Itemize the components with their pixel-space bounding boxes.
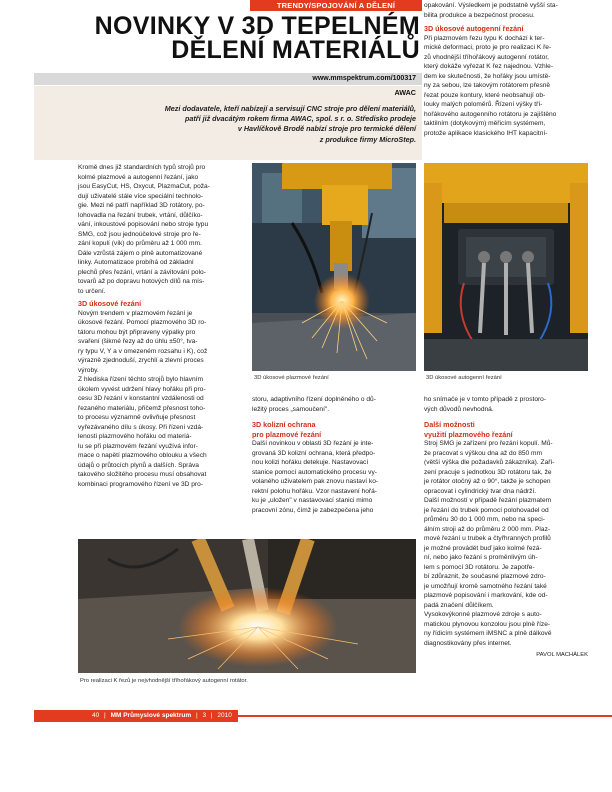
text-line: zání kopulí (vík) do průměru až 1 000 mm. <box>78 240 202 247</box>
subhead-other-2: využití plazmového řezání <box>424 429 513 439</box>
text-line: ry typu V, Y a v omezeném rozsahu i K), což <box>78 347 208 355</box>
text-line: výroby. <box>78 366 99 374</box>
text-line: Novým trendem v plazmovém řezání je <box>78 309 193 317</box>
lead-line: Mezi dodavatele, kteří nabízejí a servisují CNC stroje pro dělení materiálů, <box>164 104 416 113</box>
text-line: ho snímače je v tomto případě z prostoro- <box>424 396 547 403</box>
stability-paragraph <box>424 1 588 20</box>
text-line: kolmé plazmové a autogenní řezání, jako <box>78 173 199 181</box>
year: 2010 <box>217 712 232 719</box>
text-line: Kromě dnes již standardních typů strojů pro <box>78 164 206 171</box>
text-line: opracovat i cylindrický tvar dna nádrží. <box>424 487 537 495</box>
text-line: plazmové popisování i markování, kde od- <box>424 592 548 599</box>
text-line: protože aplikace klasického IHT kapacitní- <box>424 129 548 137</box>
text-line: vyřezávaného dílu s úkosy. Při řízení vzdá- <box>78 423 204 431</box>
section-tag: TRENDY/SPOJOVÁNÍ A DĚLENÍ <box>250 0 422 11</box>
text-line: matickou plynovou konzolou jsou plně říze- <box>424 620 551 628</box>
text-line: dují uživatelé stále více speciální technolo- <box>78 192 203 200</box>
text-line: to určení. <box>78 287 106 295</box>
column-2 <box>252 395 416 515</box>
text-line: stanice pomocí automatického procesu vy- <box>252 468 377 476</box>
text-line: je možné provádět buď jako kolmé řezá- <box>424 544 542 552</box>
company-name: AWAC <box>394 88 416 97</box>
subhead-collision-2: pro plazmové řezání <box>252 429 322 439</box>
text-line: álním stroji až do průměru 2 000 mm. Plaz- <box>424 525 551 533</box>
text-line: louky malých poloměrů. Řízení výšky tří- <box>424 101 543 108</box>
text-line: bí zdůraznit, že současné plazmové zdro- <box>424 573 546 580</box>
text-line: grovaná 3D kolizní ochrana, která předpo- <box>252 449 376 457</box>
text-line: je umožňují kromě samotného řezání také <box>424 582 547 590</box>
adaptive-paragraph <box>252 395 416 414</box>
text-line: pracovní zónu, čímž je zabezpečena jeho <box>252 506 374 514</box>
text-line: Stroj SMG je zařízení pro řezání kopulí. Mů- <box>424 440 553 447</box>
text-line: gie. Mezi ně patří například 3D rotátory, po- <box>78 202 205 209</box>
text-line: řezaného materiálu, přičemž přesnost toho- <box>78 404 206 412</box>
text-line: mické deformaci, proto je pro realizaci K ře- <box>424 44 552 51</box>
text-line: lohovadla na řezání trubek, vrtání, důlčíko- <box>78 211 203 219</box>
text-line: Další novinkou v oblasti 3D řezání je inte- <box>252 440 374 447</box>
issue-number: 3 <box>202 712 207 719</box>
column-3-top <box>424 1 588 138</box>
text-line: mové řezání u trubek a čtyřhranných profilů <box>424 535 551 542</box>
title-line-2: DĚLENÍ MATERIÁLŮ <box>171 36 420 64</box>
author: PAVOL MACHÁLEK <box>536 652 588 658</box>
lead-line: z produkce firmy MicroStep. <box>319 134 416 144</box>
lead-line: patří již dvacátým rokem firma AWAC, spol. s r. o. Středisko prodeje <box>185 114 416 124</box>
text-line: takového složitého procesu musí obsahovat <box>78 471 207 478</box>
text-line: vých důvodů nevhodná. <box>424 405 494 413</box>
subhead-autogenous: 3D úkosové autogenní řezání <box>424 24 524 33</box>
footer-rule <box>238 715 612 717</box>
column-3-bottom <box>424 395 588 661</box>
text-line: jsou EasyCut, HS, Oxycut, PlazmaCut, poža- <box>78 183 210 190</box>
journal-name: MM Průmyslové spektrum <box>110 712 192 719</box>
text-line: Další možností v případě řezání plazmatem <box>424 497 552 504</box>
subhead-collision-1: 3D kolizní ochrana <box>252 420 316 429</box>
text-line: dem ke skutečnosti, že hořáky jsou umístě- <box>424 72 551 80</box>
text-line: lu se při plazmovém řezání využívá infor- <box>78 442 198 450</box>
text-line: vání, inkoustové popisování nebo stroje typu <box>78 221 209 228</box>
text-line: je řezání do trubek pomocí polohovadel od <box>424 506 549 514</box>
text-line: tovarů až po dopravu hotových dílů na mís- <box>78 278 205 285</box>
text-line: Z hlediska řízení těchto strojů bylo hlavním <box>78 376 203 383</box>
text-line: cesu 3D řezání v konstantní vzdálenosti od <box>78 395 204 402</box>
text-line: průměru 30 do 1 000 mm, nebo na speci- <box>424 516 545 523</box>
article-title <box>80 14 420 62</box>
text-line: řezat pouze kontury, které neobsahují ob- <box>424 91 546 99</box>
text-line: hořákového autogenního rotátoru je zajištěno <box>424 110 557 118</box>
lead-line: v Havlíčkově Brodě nabízí stroje pro termické dělení <box>237 124 416 134</box>
other-uses-paragraph <box>424 439 588 648</box>
text-line: to procesu významně ovlivňuje přesnost <box>78 414 196 421</box>
text-line: Při plazmovém řezu typu K dochází k ter- <box>424 34 545 42</box>
text-line: Vysokovýkonné plazmové zdroje s auto- <box>424 611 542 618</box>
text-line: taktilním (dotykovým) měřicím systémem, <box>424 120 546 127</box>
text-line: diagnostikovány přes internet. <box>424 639 512 647</box>
text-line: lem s pomocí 3D rotátoru. Je zapotře- <box>424 563 535 571</box>
article-url[interactable]: www.mmspektrum.com/100317 <box>34 73 422 85</box>
text-line: ležitý proces „samoučení". <box>252 405 330 413</box>
text-line: je rotátor otočný až o 90°, takže je schopen <box>424 478 551 485</box>
photo-triple-torch <box>78 539 416 673</box>
text-line: mace o napětí plazmového oblouku a všech <box>78 452 207 459</box>
text-line: který dokáže vyřezat K řez najednou. Vzhle- <box>424 63 554 70</box>
subhead-3d-bevel: 3D úkosové řezání <box>78 299 142 308</box>
text-line: SMG, což jsou jednoúčelové stroje pro ře- <box>78 230 201 238</box>
text-line: padá značení důlčíkem. <box>424 601 494 609</box>
text-line: storu, adaptivního řízení doplněného o dů- <box>252 396 376 403</box>
bevel-paragraph <box>78 309 242 490</box>
autogenous-paragraph <box>424 34 588 139</box>
caption-photo-1: 3D úkosové plazmové řezání <box>254 375 329 381</box>
subhead-other-1: Další možnosti <box>424 420 475 429</box>
caption-photo-3: Pro realizaci K řezů je nejvhodnější tříhořákový autogenní rotátor. <box>80 678 248 684</box>
text-line: ku je „uložen" v nastavovací stanici mimo <box>252 497 373 504</box>
sensor-paragraph <box>424 395 588 414</box>
page-number: 40 <box>92 712 100 719</box>
text-line: svaření (šikmé řezy až do úhlu ±50°, tva- <box>78 338 198 345</box>
text-line: ní, nebo jako řezání s proměnlivým úh- <box>424 554 538 561</box>
intro-paragraph <box>78 163 242 296</box>
text-line: že pracovat s výškou dna až do 850 mm <box>424 449 543 457</box>
caption-photo-2: 3D úkosové autogenní řezání <box>426 375 502 381</box>
photo-plasma-bevel <box>252 163 416 371</box>
text-line: volaného uživatelem pak znovu nastaví ko- <box>252 478 379 485</box>
text-line: zení pracuje s jednotkou 3D rotátoru tak, že <box>424 468 552 476</box>
text-line: rektní polohu hořáku. Vzor nastavení hořá- <box>252 487 377 495</box>
text-line: linky. Automatizace probíhá od základní <box>78 259 194 266</box>
text-line: výrazně zjednoduší, zrychlí a zlevní proces <box>78 357 204 364</box>
text-line: plechů přes řezání, vrtání a závitování polo- <box>78 268 206 276</box>
text-line: kombinaci programového řízení ve 3D pro- <box>78 480 203 488</box>
collision-paragraph <box>252 439 416 515</box>
text-line: opakování. Výsledkem je podstatně vyšší sta- <box>424 2 558 9</box>
text-line: úkolem vyvést udržení hlavy hořáku při pro- <box>78 385 206 393</box>
photo-autogenous-bevel <box>424 163 588 371</box>
column-1 <box>78 163 242 489</box>
footer: 40 | MM Průmyslové spektrum | 3 | 2010 <box>34 710 238 722</box>
text-line: tátoru mohou být připraveny výpalky pro <box>78 328 196 336</box>
title-line-1: NOVINKY V 3D TEPELNÉM <box>94 12 420 40</box>
text-line: (větší výška dle požadavků zákazníka). Zaří- <box>424 459 555 466</box>
text-line: nou kolizi hořáku detekuje. Nastavovací <box>252 459 369 466</box>
text-line: bilita produkce a bezpečnost procesu. <box>424 11 535 19</box>
text-line: ny za sebou, lze takovým rotátorem přesně <box>424 82 551 89</box>
lead-paragraph <box>120 104 416 145</box>
text-line: ny řídicím systémem iMSNC a plně dálkově <box>424 630 552 637</box>
text-line: úkosové řezání. Pomocí plazmového 3D ro- <box>78 319 207 326</box>
text-line: zů vhodnější tříhořákový autogenní rotátor, <box>424 53 549 61</box>
text-line: Dále vzrůstá zájem o plně automatizované <box>78 249 203 257</box>
text-line: lenosti plazmového hořáku od materiá- <box>78 433 192 440</box>
text-line: údajů o průtocích plynů a dalších. Správa <box>78 461 199 469</box>
